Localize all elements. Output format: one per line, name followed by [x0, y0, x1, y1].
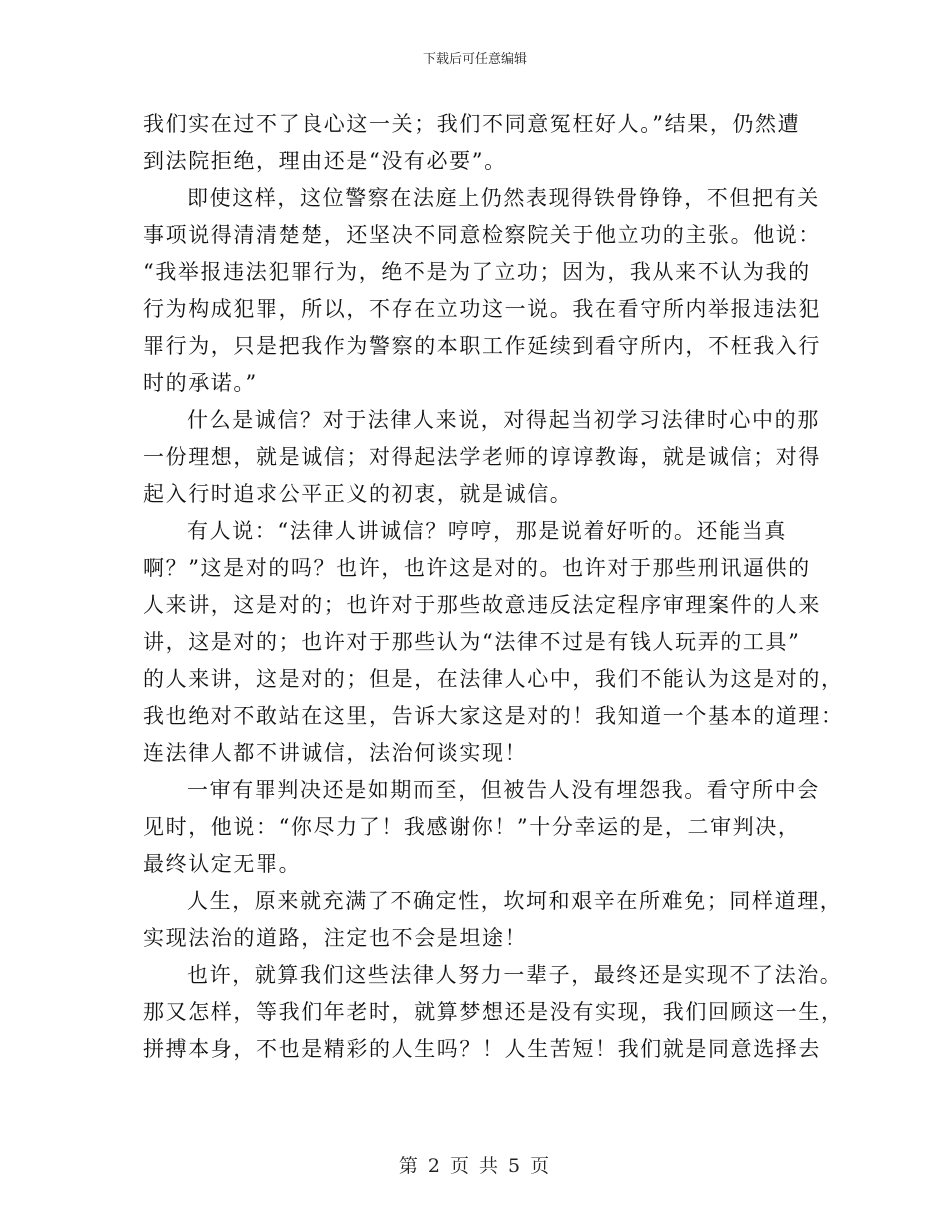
page-header: 下载后可任意编辑 [422, 52, 527, 67]
text-line: 拼搏本身，不也是精彩的人生吗？！人生苦短！我们就是同意选择去 [143, 1037, 821, 1061]
text-line: “我举报违法犯罪行为，绝不是为了立功；因为，我从来不认为我的 [143, 260, 811, 284]
paragraph-start-line: 一审有罪判决还是如期而至，但被告人没有埋怨我。看守所中会 [187, 778, 820, 802]
text-line: 讲，这是对的；也许对于那些认为“法律不过是有钱人玩弄的工具” [143, 630, 801, 654]
paragraph-start-line: 有人说：“法律人讲诚信？哼哼，那是说着好听的。还能当真 [187, 519, 787, 543]
text-line: 啊？”这是对的吗？也许，也许这是对的。也许对于那些刑讯逼供的 [143, 556, 811, 580]
document-body [143, 106, 844, 1068]
text-line: 行为构成犯罪，所以，不存在立功这一说。我在看守所内举报违法犯 [143, 297, 821, 321]
paragraph-start-line: 即使这样，这位警察在法庭上仍然表现得铁骨铮铮，不但把有关 [187, 186, 820, 210]
text-line: 我也绝对不敢站在这里，告诉大家这是对的！我知道一个基本的道理： [143, 704, 844, 728]
text-line: 人来讲，这是对的；也许对于那些故意违反法定程序审理案件的人来 [143, 593, 821, 617]
text-line: 我们实在过不了良心这一关；我们不同意冤枉好人。”结果，仍然遭 [143, 112, 801, 136]
text-line: 实现法治的道路，注定也不会是坦途！ [143, 926, 528, 950]
text-line: 起入行时追求公平正义的初衷，就是诚信。 [143, 482, 573, 506]
page-number-footer: 第 2 页 共 5 页 [398, 1155, 552, 1177]
text-line: 到法院拒绝，理由还是“没有必要”。 [143, 149, 507, 173]
paragraph-start-line: 也许，就算我们这些法律人努力一辈子，最终还是实现不了法治。 [187, 963, 843, 987]
text-line: 时的承诺。” [143, 371, 258, 395]
paragraph-start-line: 什么是诚信？对于法律人来说，对得起当初学习法律时心中的那 [187, 408, 820, 432]
text-line: 连法律人都不讲诚信，法治何谈实现！ [143, 741, 528, 765]
paragraph-start-line: 人生，原来就充满了不确定性，坎坷和艰辛在所难免；同样道理， [187, 889, 843, 913]
text-line: 事项说得清清楚楚，还坚决不同意检察院关于他立功的主张。他说： [143, 223, 821, 247]
text-line: 的人来讲，这是对的；但是，在法律人心中，我们不能认为这是对的， [143, 667, 844, 691]
text-line: 一份理想，就是诚信；对得起法学老师的谆谆教诲，就是诚信；对得 [143, 445, 821, 469]
text-line: 那又怎样，等我们年老时，就算梦想还是没有实现，我们回顾这一生， [143, 1000, 844, 1024]
text-line: 最终认定无罪。 [143, 852, 302, 876]
text-line: 罪行为，只是把我作为警察的本职工作延续到看守所内，不枉我入行 [143, 334, 821, 358]
text-line: 见时，他说：“你尽力了！我感谢你！”十分幸运的是，二审判决， [143, 815, 801, 839]
